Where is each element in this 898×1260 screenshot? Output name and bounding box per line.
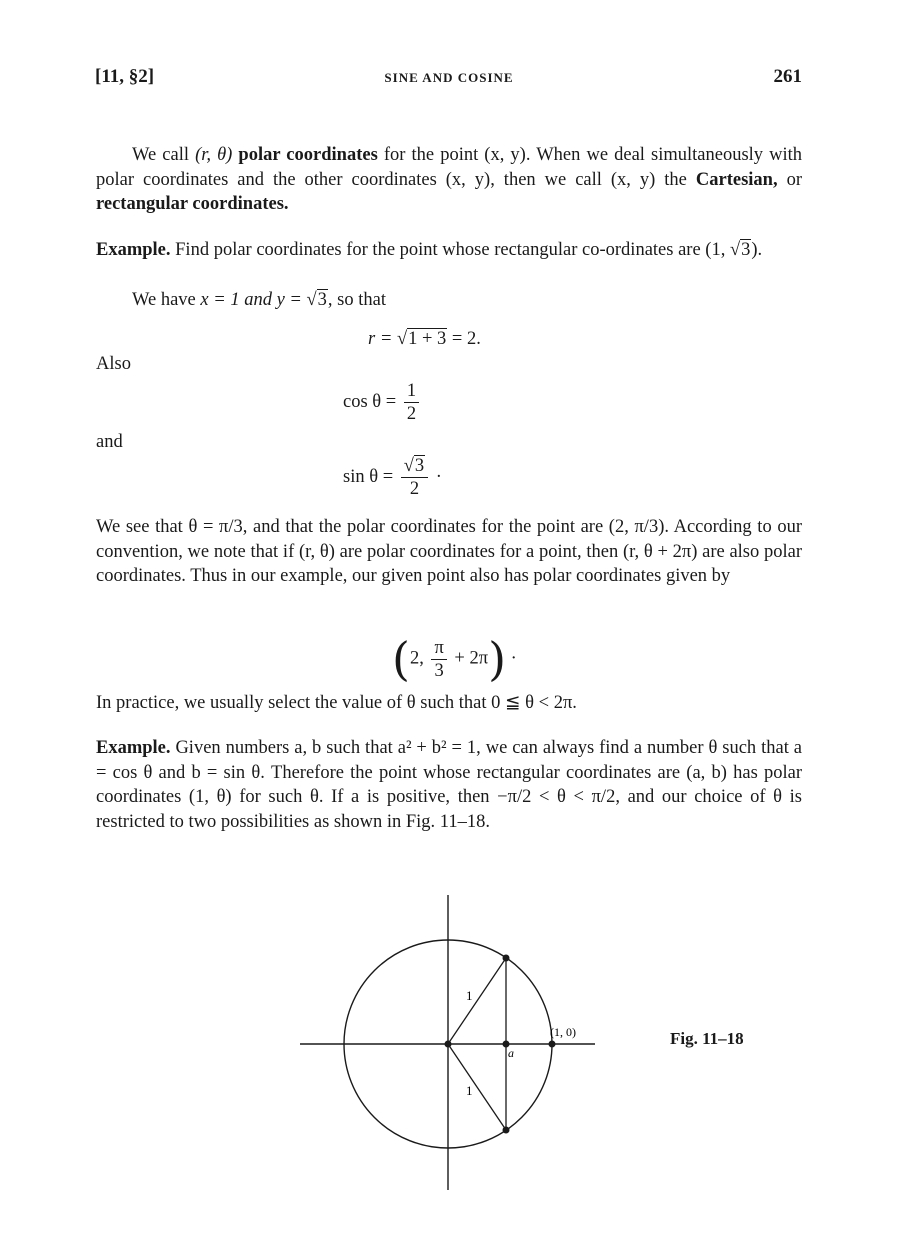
text: (r, θ) — [195, 145, 233, 165]
example-label: Example. — [96, 738, 171, 758]
text: Given numbers a, b such that a² + b² = 1, we can always find a number θ such that a = cos θ and b = sin θ. Therefore the point whose rectangular coordinates are (a, b) has polar coordinates (1, θ) for such θ. If a is positive, then −π/2 < θ < π/2, and our choice of θ is restricted to two possibilities as shown in Fig. 11–18. — [96, 738, 802, 832]
text: Find polar coordinates for the point whose rectangular co-ordinates are (1, — [170, 240, 730, 260]
numerator: √3 — [401, 455, 428, 478]
sqrt-radicand: 3 — [317, 290, 327, 310]
radius-lower — [448, 1044, 506, 1130]
equation-r: r = √1 + 3 = 2. — [368, 329, 481, 349]
equation-cos — [343, 380, 422, 425]
numerator: 1 — [404, 380, 419, 403]
text: = 2. — [447, 329, 481, 349]
label-radius-upper: 1 — [466, 988, 473, 1003]
section-reference: [11, §2] — [95, 66, 155, 87]
text: · — [506, 648, 517, 669]
radius-upper — [448, 958, 506, 1044]
denominator: 2 — [409, 479, 420, 499]
word-and: and — [96, 432, 123, 452]
label-a: a — [508, 1046, 514, 1060]
text: or — [777, 169, 802, 190]
text: , so that — [327, 290, 386, 310]
running-title: SINE AND COSINE — [384, 70, 514, 85]
text: We have — [132, 290, 201, 310]
equation-sin — [343, 455, 442, 500]
sqrt-radicand: 3 — [414, 456, 425, 476]
equation-polar-alt — [392, 632, 517, 686]
sqrt-radicand: 1 + 3 — [408, 329, 447, 349]
paren-right: ) — [488, 632, 507, 686]
page-number: 261 — [773, 66, 802, 87]
example-label: Example. — [96, 240, 171, 260]
label-one-zero: (1, 0) — [550, 1025, 576, 1039]
point-upper — [503, 955, 510, 962]
text: sin θ = — [343, 466, 398, 487]
numerator: π — [431, 637, 446, 660]
text: x = 1 and y = — [200, 290, 307, 310]
text: · — [431, 466, 442, 487]
fraction — [404, 380, 419, 425]
text: We call — [132, 145, 196, 165]
text: 2, — [409, 648, 429, 669]
sqrt-radicand: 3 — [741, 240, 751, 260]
figure-unit-circle — [290, 890, 620, 1195]
fraction — [401, 455, 428, 500]
denominator: 2 — [406, 404, 417, 424]
text: for the point (x, y). When we deal simultaneously with polar coordinates and the other coordinates (x, y), then we call (x, y) the — [96, 145, 802, 190]
figure-caption: Fig. 11–18 — [670, 1029, 744, 1048]
term-polar-coordinates: polar coordinates — [238, 145, 378, 165]
paren-left: ( — [392, 632, 410, 686]
example-1: Example. Find polar coordinates for the point whose rectangular co-ordinates are (1, √3). — [96, 240, 763, 260]
text: cos θ = — [343, 391, 401, 412]
text: r = — [368, 329, 397, 349]
fraction — [431, 637, 446, 682]
term-rectangular-coordinates: rectangular coordinates. — [96, 194, 289, 214]
denominator: 3 — [434, 660, 444, 681]
example-2 — [96, 736, 802, 834]
paragraph-convention: We see that θ = π/3, and that the polar coordinates for the point are (2, π/3). According to our convention, we note that if (r, θ) are polar coordinates for a point, then (r, θ + 2π) are also polar coordinates. Thus in our example, our given point also has polar coordinates given by — [96, 517, 802, 586]
text: + 2π — [449, 648, 489, 669]
text: ). — [751, 240, 763, 260]
point-lower — [503, 1127, 510, 1134]
label-radius-lower: 1 — [466, 1083, 473, 1098]
paragraph-polar-definition — [96, 143, 802, 217]
paragraph-practice: In practice, we usually select the value of θ such that 0 ≦ θ < 2π. — [96, 693, 577, 713]
word-also: Also — [96, 354, 131, 374]
origin-point — [445, 1041, 452, 1048]
term-cartesian: Cartesian, — [695, 169, 778, 190]
point-one-zero — [549, 1041, 556, 1048]
example-1-line2: We have x = 1 and y = √3, so that — [132, 290, 386, 310]
